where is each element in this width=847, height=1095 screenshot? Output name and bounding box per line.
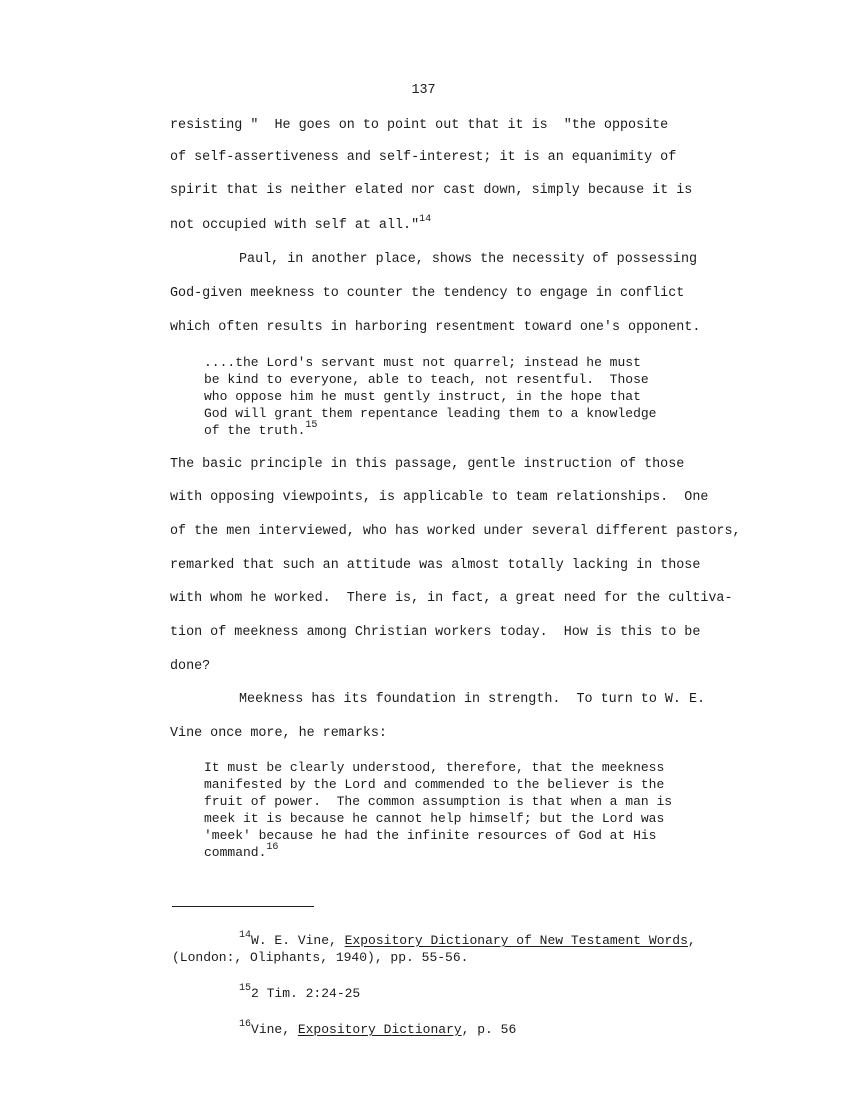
text-line [170, 214, 432, 235]
footnote-author: Vine, [251, 1022, 298, 1037]
quote-line: God will grant them repentance leading them to a knowledge [204, 406, 657, 421]
text-line: of self-assertiveness and self-interest; it is an equanimity of [170, 150, 677, 165]
quote-line: be kind to everyone, able to teach, not resentful. Those [204, 372, 649, 387]
quote-line: meek it is because he cannot help himself; but the Lord was [204, 811, 665, 826]
text-span: of the truth. [204, 423, 306, 438]
text-line: remarked that such an attitude was almost totally lacking in those [170, 558, 701, 573]
text-line: Vine once more, he remarks: [170, 726, 387, 741]
quote-line: who oppose him he must gently instruct, in the hope that [204, 389, 641, 404]
quote-line [204, 420, 318, 441]
text-line: resisting " He goes on to point out that it is "the opposite [170, 118, 669, 133]
quote-line: manifested by the Lord and commended to the believer is the [204, 777, 665, 792]
footnote-author: W. E. Vine, [251, 933, 345, 948]
text-line: Meekness has its foundation in strength. To turn to W. E. [239, 692, 706, 707]
footnote-14-line-2: (London:, Oliphants, 1940), pp. 55-56. [172, 950, 469, 965]
footnote-text: 2 Tim. 2:24-25 [251, 986, 361, 1001]
text-line: God-given meekness to counter the tendency to engage in conflict [170, 286, 685, 301]
quote-line: 'meek' because he had the infinite resources of God at His [204, 828, 657, 843]
text-span: not occupied with self at all." [170, 218, 420, 233]
text-line: spirit that is neither elated nor cast down, simply because it is [170, 183, 693, 198]
footnote-14 [239, 930, 696, 951]
text-line: tion of meekness among Christian workers today. How is this to be [170, 625, 701, 640]
text-line: of the men interviewed, who has worked under several different pastors, [170, 524, 741, 539]
quote-line [204, 842, 279, 863]
footnote-ref: 15 [305, 420, 318, 431]
quote-line: It must be clearly understood, therefore, that the meekness [204, 760, 665, 775]
quote-line: ....the Lord's servant must not quarrel; instead he must [204, 355, 641, 370]
text-span: command. [204, 845, 267, 860]
footnote-ref: 16 [266, 842, 279, 853]
footnote-divider [172, 906, 314, 907]
footnote-title: Expository Dictionary [297, 1022, 462, 1037]
text-line: which often results in harboring resentment toward one's opponent. [170, 320, 701, 335]
footnote-text: , p. 56 [461, 1022, 517, 1037]
footnote-text: , [687, 933, 696, 948]
text-line: with opposing viewpoints, is applicable to team relationships. One [170, 490, 709, 505]
quote-line: fruit of power. The common assumption is that when a man is [204, 794, 673, 809]
footnote-16 [239, 1019, 517, 1040]
text-line: with whom he worked. There is, in fact, a great need for the cultiva- [170, 591, 733, 606]
footnote-number: 14 [239, 930, 252, 941]
footnote-ref: 14 [419, 214, 432, 225]
footnote-number: 15 [239, 983, 252, 994]
text-line: done? [170, 659, 211, 674]
footnote-title: Expository Dictionary of New Testament Words [344, 933, 688, 948]
footnote-15 [239, 983, 361, 1004]
page-number: 137 [411, 83, 436, 98]
text-line: The basic principle in this passage, gentle instruction of those [170, 457, 685, 472]
footnote-number: 16 [239, 1019, 252, 1030]
text-line: Paul, in another place, shows the necessity of possessing [239, 252, 698, 267]
